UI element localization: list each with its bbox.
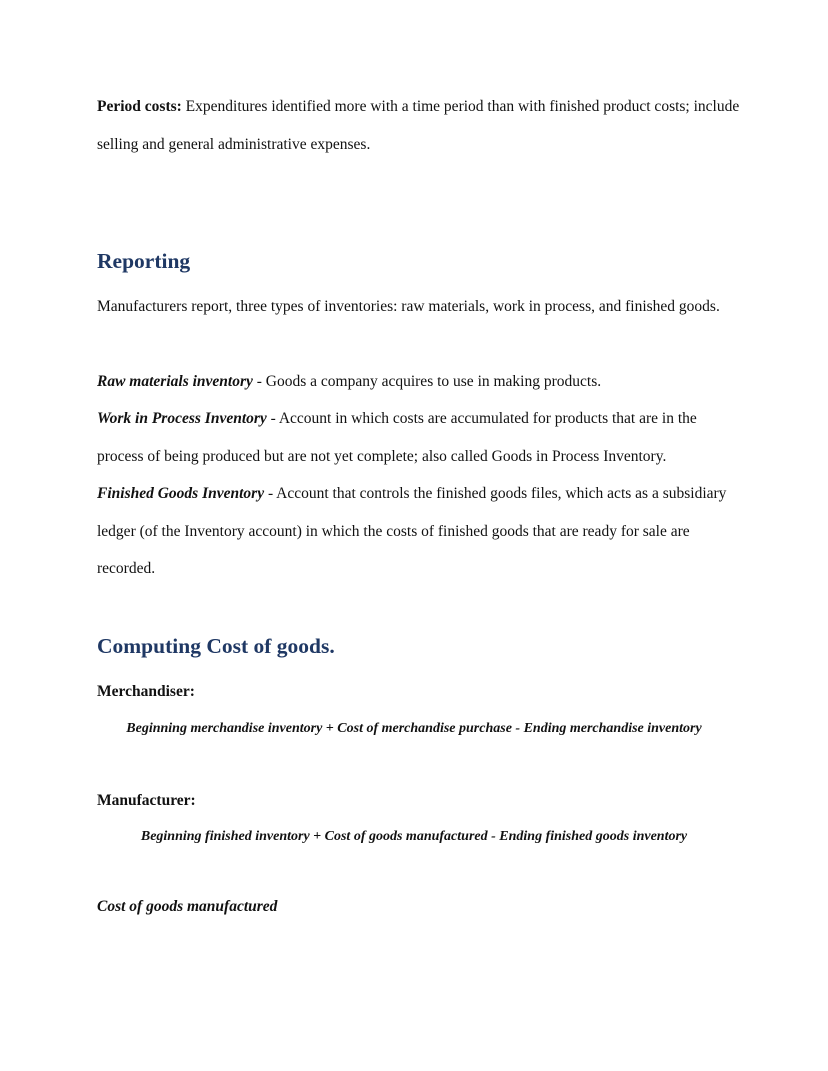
period-costs-paragraph [97, 88, 747, 163]
period-costs-label: Period costs: [97, 98, 182, 115]
work-in-process-term: Work in Process Inventory [97, 410, 267, 427]
work-in-process-definition [97, 400, 747, 475]
reporting-intro: Manufacturers report, three types of inventories: raw materials, work in process, and finished goods. [97, 298, 720, 315]
raw-materials-term: Raw materials inventory [97, 373, 253, 390]
computing-heading: Computing Cost of goods. [97, 634, 335, 658]
period-costs-text: Expenditures identified more with a time period than with finished product costs; include selling and general administrative expenses. [97, 98, 740, 153]
raw-materials-text: - Goods a company acquires to use in making products. [252, 373, 602, 390]
manufacturer-formula: Beginning finished inventory + Cost of goods manufactured - Ending finished goods inventory [140, 829, 688, 844]
finished-goods-term: Finished Goods Inventory [97, 485, 265, 502]
finished-goods-text: - Account that controls the finished goods files, which acts as a subsidiary ledger (of the Inventory account) in which the costs of finished goods that are ready for sale are recorded. [97, 485, 727, 577]
merchandiser-label: Merchandiser: [97, 683, 195, 700]
raw-materials-definition [97, 363, 747, 401]
finished-goods-definition [97, 475, 747, 588]
merchandiser-formula: Beginning merchandise inventory + Cost of merchandise purchase - Ending merchandise inventory [126, 721, 702, 736]
manufacturer-label: Manufacturer: [97, 792, 196, 809]
work-in-process-text: - Account in which costs are accumulated for products that are in the process of being produced but are not yet complete; also called Goods in Process Inventory. [97, 410, 697, 465]
cost-of-goods-manufactured-label: Cost of goods manufactured [97, 898, 278, 915]
reporting-heading: Reporting [97, 249, 191, 273]
